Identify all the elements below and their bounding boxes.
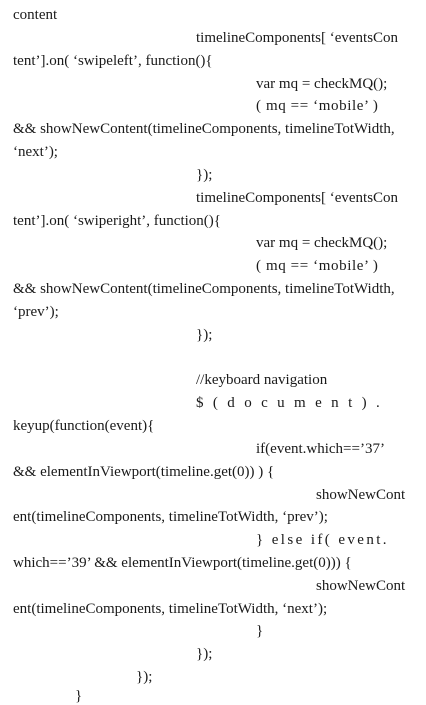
code-line: });	[136, 669, 153, 685]
code-line: which==’39’ && elementInViewport(timeline.get(0))) {	[13, 555, 352, 571]
code-line: $(document).	[196, 395, 390, 411]
code-line: ‘next’);	[13, 144, 58, 160]
code-line: }	[75, 688, 83, 704]
code-line: ( mq == ‘mobile’ )	[256, 258, 379, 274]
code-line: }	[256, 623, 264, 639]
code-line: } else if( event.	[256, 532, 389, 548]
code-line: });	[196, 167, 213, 183]
code-line: && elementInViewport(timeline.get(0)) ) {	[13, 464, 275, 480]
code-line: keyup(function(event){	[13, 418, 155, 434]
code-comment-line: //keyboard navigation	[196, 372, 328, 388]
code-line: tent’].on( ‘swiperight’, function(){	[13, 213, 221, 229]
code-line: showNewCont	[316, 578, 406, 594]
code-line: && showNewContent(timelineComponents, timelineTotWidth,	[13, 281, 395, 297]
code-line: && showNewContent(timelineComponents, timelineTotWidth,	[13, 121, 395, 137]
code-line: tent’].on( ‘swipeleft’, function(){	[13, 53, 213, 69]
code-line: var mq = checkMQ();	[256, 76, 388, 92]
code-line: ent(timelineComponents, timelineTotWidth, ‘prev’);	[13, 509, 328, 525]
code-line: });	[196, 327, 213, 343]
code-line: timelineComponents[ ‘eventsCon	[196, 190, 399, 206]
code-line: });	[196, 646, 213, 662]
code-line: content	[13, 7, 58, 23]
code-line: ‘prev’);	[13, 304, 59, 320]
code-line: ent(timelineComponents, timelineTotWidth, ‘next’);	[13, 601, 328, 617]
code-line: if(event.which==’37’	[256, 441, 385, 457]
code-line: ( mq == ‘mobile’ )	[256, 98, 379, 114]
code-line: showNewCont	[316, 487, 406, 503]
code-line: timelineComponents[ ‘eventsCon	[196, 30, 399, 46]
code-line: var mq = checkMQ();	[256, 235, 388, 251]
